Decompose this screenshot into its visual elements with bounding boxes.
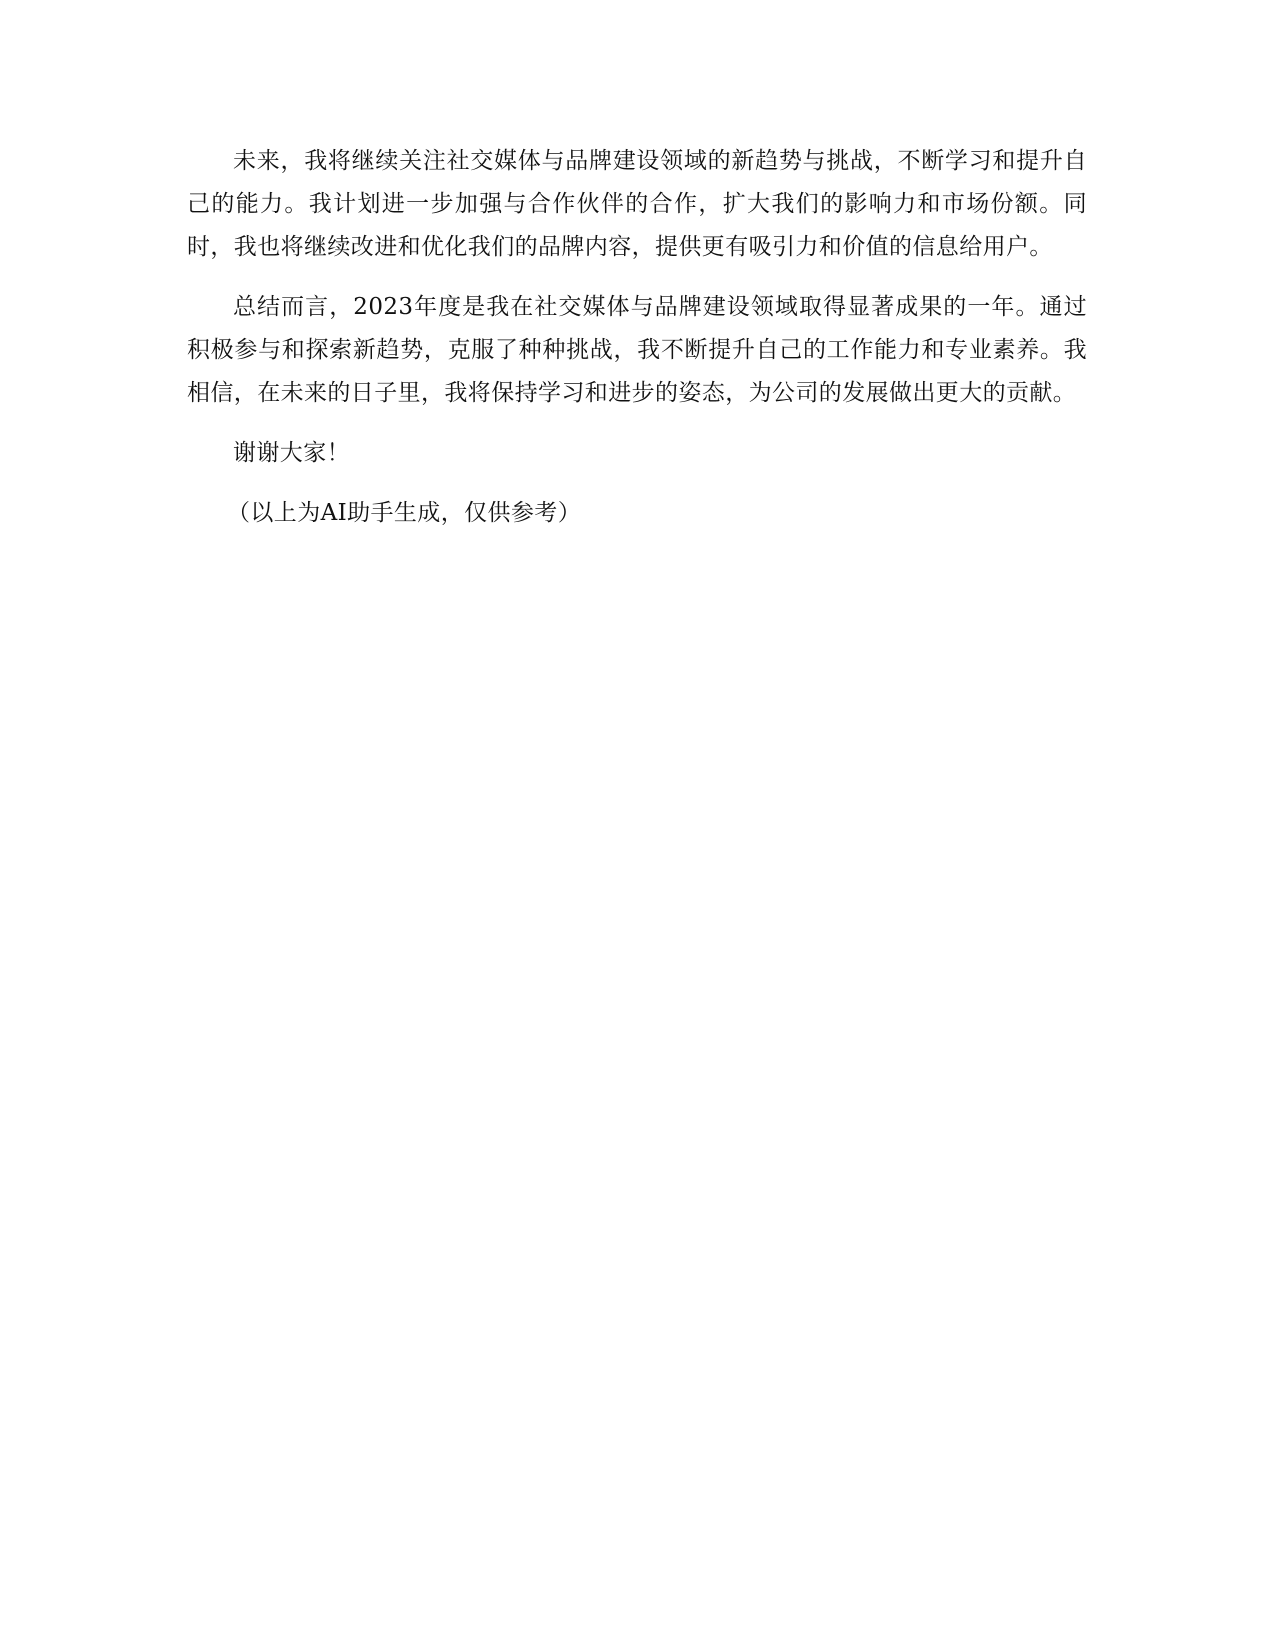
document-body (187, 140, 1087, 552)
paragraph-future-plans: 未来，我将继续关注社交媒体与品牌建设领域的新趋势与挑战，不断学习和提升自己的能力。我计划进一步加强与合作伙伴的合作，扩大我们的影响力和市场份额。同时，我也将继续改进和优化我们的品牌内容，提供更有吸引力和价值的信息给用户。 (187, 148, 1087, 260)
paragraph-ai-note: （以上为AI助手生成，仅供参考） (227, 500, 582, 526)
paragraph-thanks: 谢谢大家！ (233, 440, 350, 466)
paragraph-summary: 总结而言，2023年度是我在社交媒体与品牌建设领域取得显著成果的一年。通过积极参与和探索新趋势，克服了种种挑战，我不断提升自己的工作能力和专业素养。我相信，在未来的日子里，我将保持学习和进步的姿态，为公司的发展做出更大的贡献。 (187, 294, 1087, 406)
